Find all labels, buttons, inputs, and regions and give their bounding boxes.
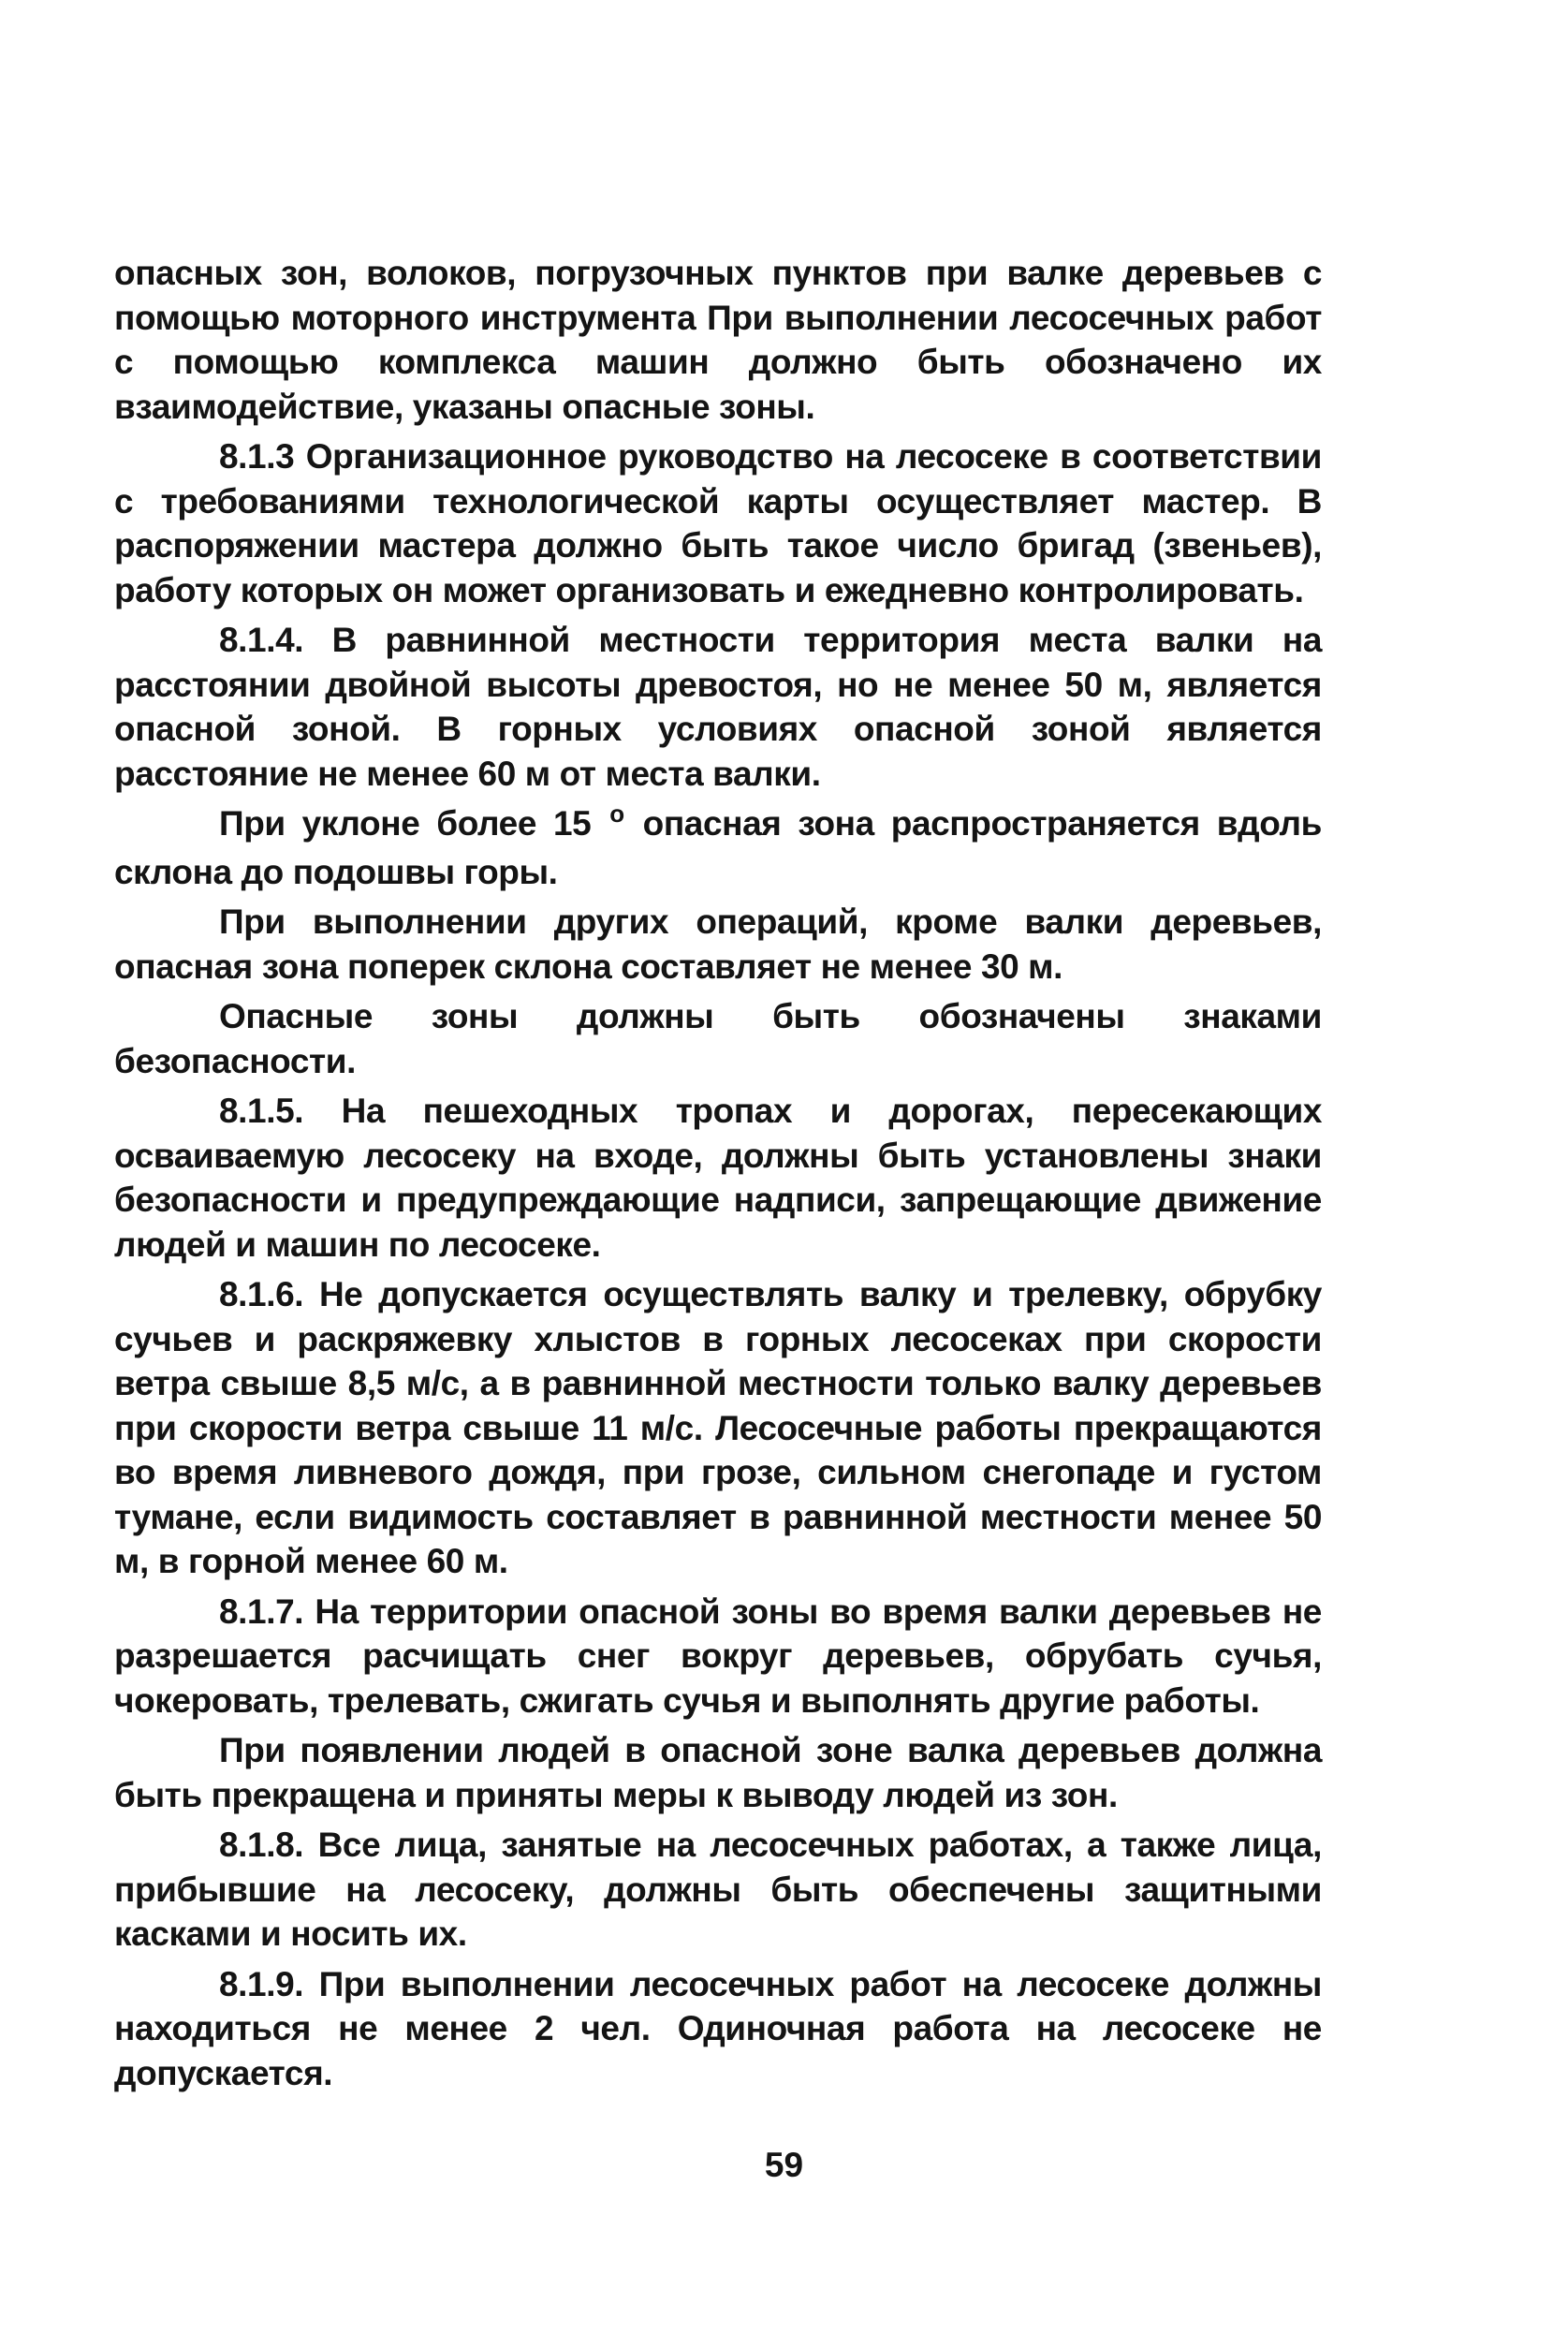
degree-mark: о [609, 799, 624, 828]
paragraph-continuation: опасных зон, волоков, погрузочных пунктов при валке деревьев с помощью моторного инструмента При выполнении лесосечных работ с помощью комплекса машин должно быть обозначено их взаимодействие, указаны опасные зоны. [114, 254, 1322, 426]
paragraph-8-1-9: 8.1.9. При выполнении лесосечных работ на лесосеке должны находиться не менее 2 чел. Одиночная работа на лесосеке не допускается. [114, 1964, 1322, 2092]
paragraph-safety-signs: Опасные зоны должны быть обозначены знаками безопасности. [114, 997, 1322, 1080]
paragraph-other-operations: При выполнении других операций, кроме валки деревьев, опасная зона поперек склона составляет не менее 30 м. [114, 902, 1322, 986]
paragraph-people-in-zone: При появлении людей в опасной зоне валка деревьев должна быть прекращена и приняты меры к выводу людей из зон. [114, 1731, 1322, 1814]
paragraph-slope [114, 801, 1322, 894]
paragraph-8-1-8: 8.1.8. Все лица, занятые на лесосечных работах, а также лица, прибывшие на лесосеку, должны быть обеспечены защитными касками и носить их. [114, 1826, 1322, 1953]
paragraph-8-1-7: 8.1.7. На территории опасной зоны во время валки деревьев не разрешается расчищать снег вокруг деревьев, обрубать сучья, чокеровать, трелевать, сжигать сучья и выполнять другие работы. [114, 1592, 1322, 1720]
paragraph-8-1-4: 8.1.4. В равнинной местности территория места валки на расстоянии двойной высоты древостоя, но не менее 50 м, является опасной зоной. В горных условиях опасной зоной является расстояние не менее 60 м от места валки. [114, 621, 1322, 793]
paragraph-8-1-6: 8.1.6. Не допускается осуществлять валку и трелевку, обрубку сучьев и раскряжевку хлыстов в горных лесосеках при скорости ветра свыше 8,5 м/с, а в равнинной местности только валку деревьев при скорости ветра свыше 11 м/с. Лесосечные работы прекращаются во время ливневого дождя, при грозе, сильном снегопаде и густом тумане, если видимость составляет в равнинной местности менее 50 м, в горной менее 60 м. [114, 1275, 1322, 1580]
slope-text-before: При уклоне более 15 [219, 804, 592, 843]
page-number: 59 [764, 2146, 804, 2184]
body-text [114, 251, 1322, 2101]
slope-text-after: опасная зона распространяется вдоль склона до подошвы горы. [114, 804, 1322, 891]
paragraph-8-1-5: 8.1.5. На пешеходных тропах и дорогах, пересекающих осваиваемую лесосеку на входе, должны быть установлены знаки безопасности и предупреждающие надписи, запрещающие движение людей и машин по лесосеке. [114, 1092, 1322, 1264]
paragraph-8-1-3: 8.1.3 Организационное руководство на лесосеке в соответствии с требованиями технологической карты осуществляет мастер. В распоряжении мастера должно быть такое число бригад (звеньев), работу которых он может организовать и ежедневно контролировать. [114, 437, 1322, 609]
